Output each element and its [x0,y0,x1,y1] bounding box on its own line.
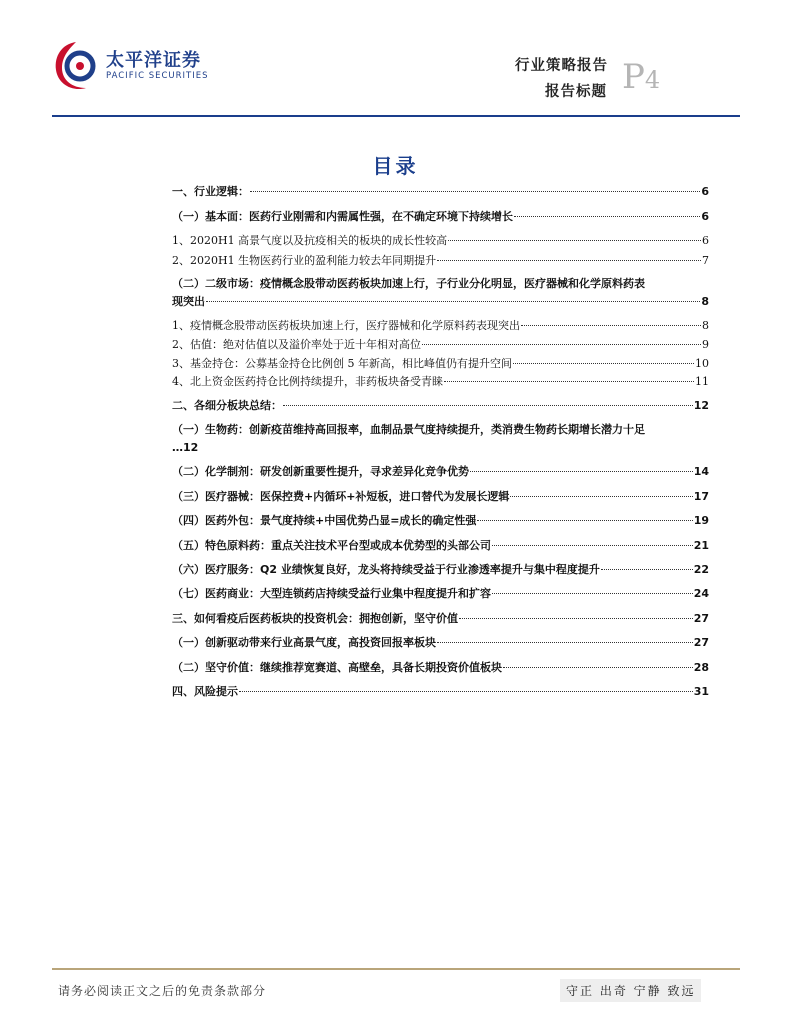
page-letter: P [622,57,645,97]
toc-entry[interactable]: 二、各细分板块总结： 12 [172,399,709,412]
page-digit: 4 [644,66,661,94]
toc-entry[interactable]: （一）基本面：医药行业刚需和内需属性强，在不确定环境下持续增长 6 [172,210,709,223]
page-header [0,0,791,122]
toc-title: 目录 [372,154,419,178]
toc-entry[interactable]: 1、疫情概念股带动医药板块加速上行，医疗器械和化学原料药表现突出 8 [172,319,709,332]
toc-entry[interactable]: 现突出 8 [172,295,709,308]
toc-entry[interactable]: （五）特色原料药：重点关注技术平台型或成本优势型的头部公司 21 [172,539,709,552]
toc-entry[interactable]: 1、2020H1 高景气度以及抗疫相关的板块的成长性较高 6 [172,234,709,247]
toc-entry[interactable]: 4、北上资金医药持仓比例持续提升，非药板块备受青睐 11 [172,375,709,388]
toc-entry-line2[interactable]: …12 [172,441,199,454]
toc-entry[interactable]: （六）医疗服务：Q2 业绩恢复良好，龙头将持续受益于行业渗透率提升与集中程度提升 22 [172,563,709,576]
toc-entry[interactable]: 三、如何看疫后医药板块的投资机会：拥抱创新，坚守价值 27 [172,612,709,625]
report-title: 报告标题 [545,84,607,100]
toc-entry[interactable]: （一）创新驱动带来行业高景气度，高投资回报率板块 27 [172,636,709,649]
logo-chinese-name: 太平洋证券 [106,50,201,71]
toc-entry[interactable]: （三）医疗器械：医保控费+内循环+补短板，进口替代为发展长逻辑 17 [172,490,709,503]
company-logo [52,38,222,94]
toc-entry[interactable]: 四、风险提示 31 [172,685,709,698]
toc-entry[interactable]: 2、估值：绝对估值以及溢价率处于近十年相对高位 9 [172,338,709,351]
toc-entry-line1[interactable]: （一）生物药：创新疫苗维持高回报率，血制品景气度持续提升，类消费生物药长期增长潜力十足 [172,423,645,436]
page-number [622,57,661,97]
toc-entry[interactable]: （二）坚守价值：继续推荐宽赛道、高壁垒，具备长期投资价值板块 28 [172,661,709,674]
logo-english-name: PACIFIC SECURITIES [106,71,209,81]
header-divider [52,115,740,117]
toc-entry[interactable]: （二）化学制剂：研发创新重要性提升，寻求差异化竞争优势 14 [172,465,709,478]
toc-entry[interactable]: 2、2020H1 生物医药行业的盈利能力较去年同期提升 7 [172,254,709,267]
logo-emblem-icon [52,38,102,94]
toc-entry-line1[interactable]: （二）二级市场：疫情概念股带动医药板块加速上行，子行业分化明显，医疗器械和化学原料药表 [172,277,645,290]
report-type: 行业策略报告 [515,58,608,74]
footer-disclaimer: 请务必阅读正文之后的免责条款部分 [58,984,267,998]
toc-entry[interactable]: 一、行业逻辑： 6 [172,185,709,198]
toc-entry[interactable]: 3、基金持仓：公募基金持仓比例创 5 年新高，相比峰值仍有提升空间 10 [172,357,709,370]
footer-motto: 守正 出奇 宁静 致远 [560,979,701,1002]
toc-entry[interactable]: （四）医药外包：景气度持续+中国优势凸显=成长的确定性强 19 [172,514,709,527]
toc-entry[interactable]: （七）医药商业：大型连锁药店持续受益行业集中程度提升和扩容 24 [172,587,709,600]
footer-divider [52,968,740,970]
